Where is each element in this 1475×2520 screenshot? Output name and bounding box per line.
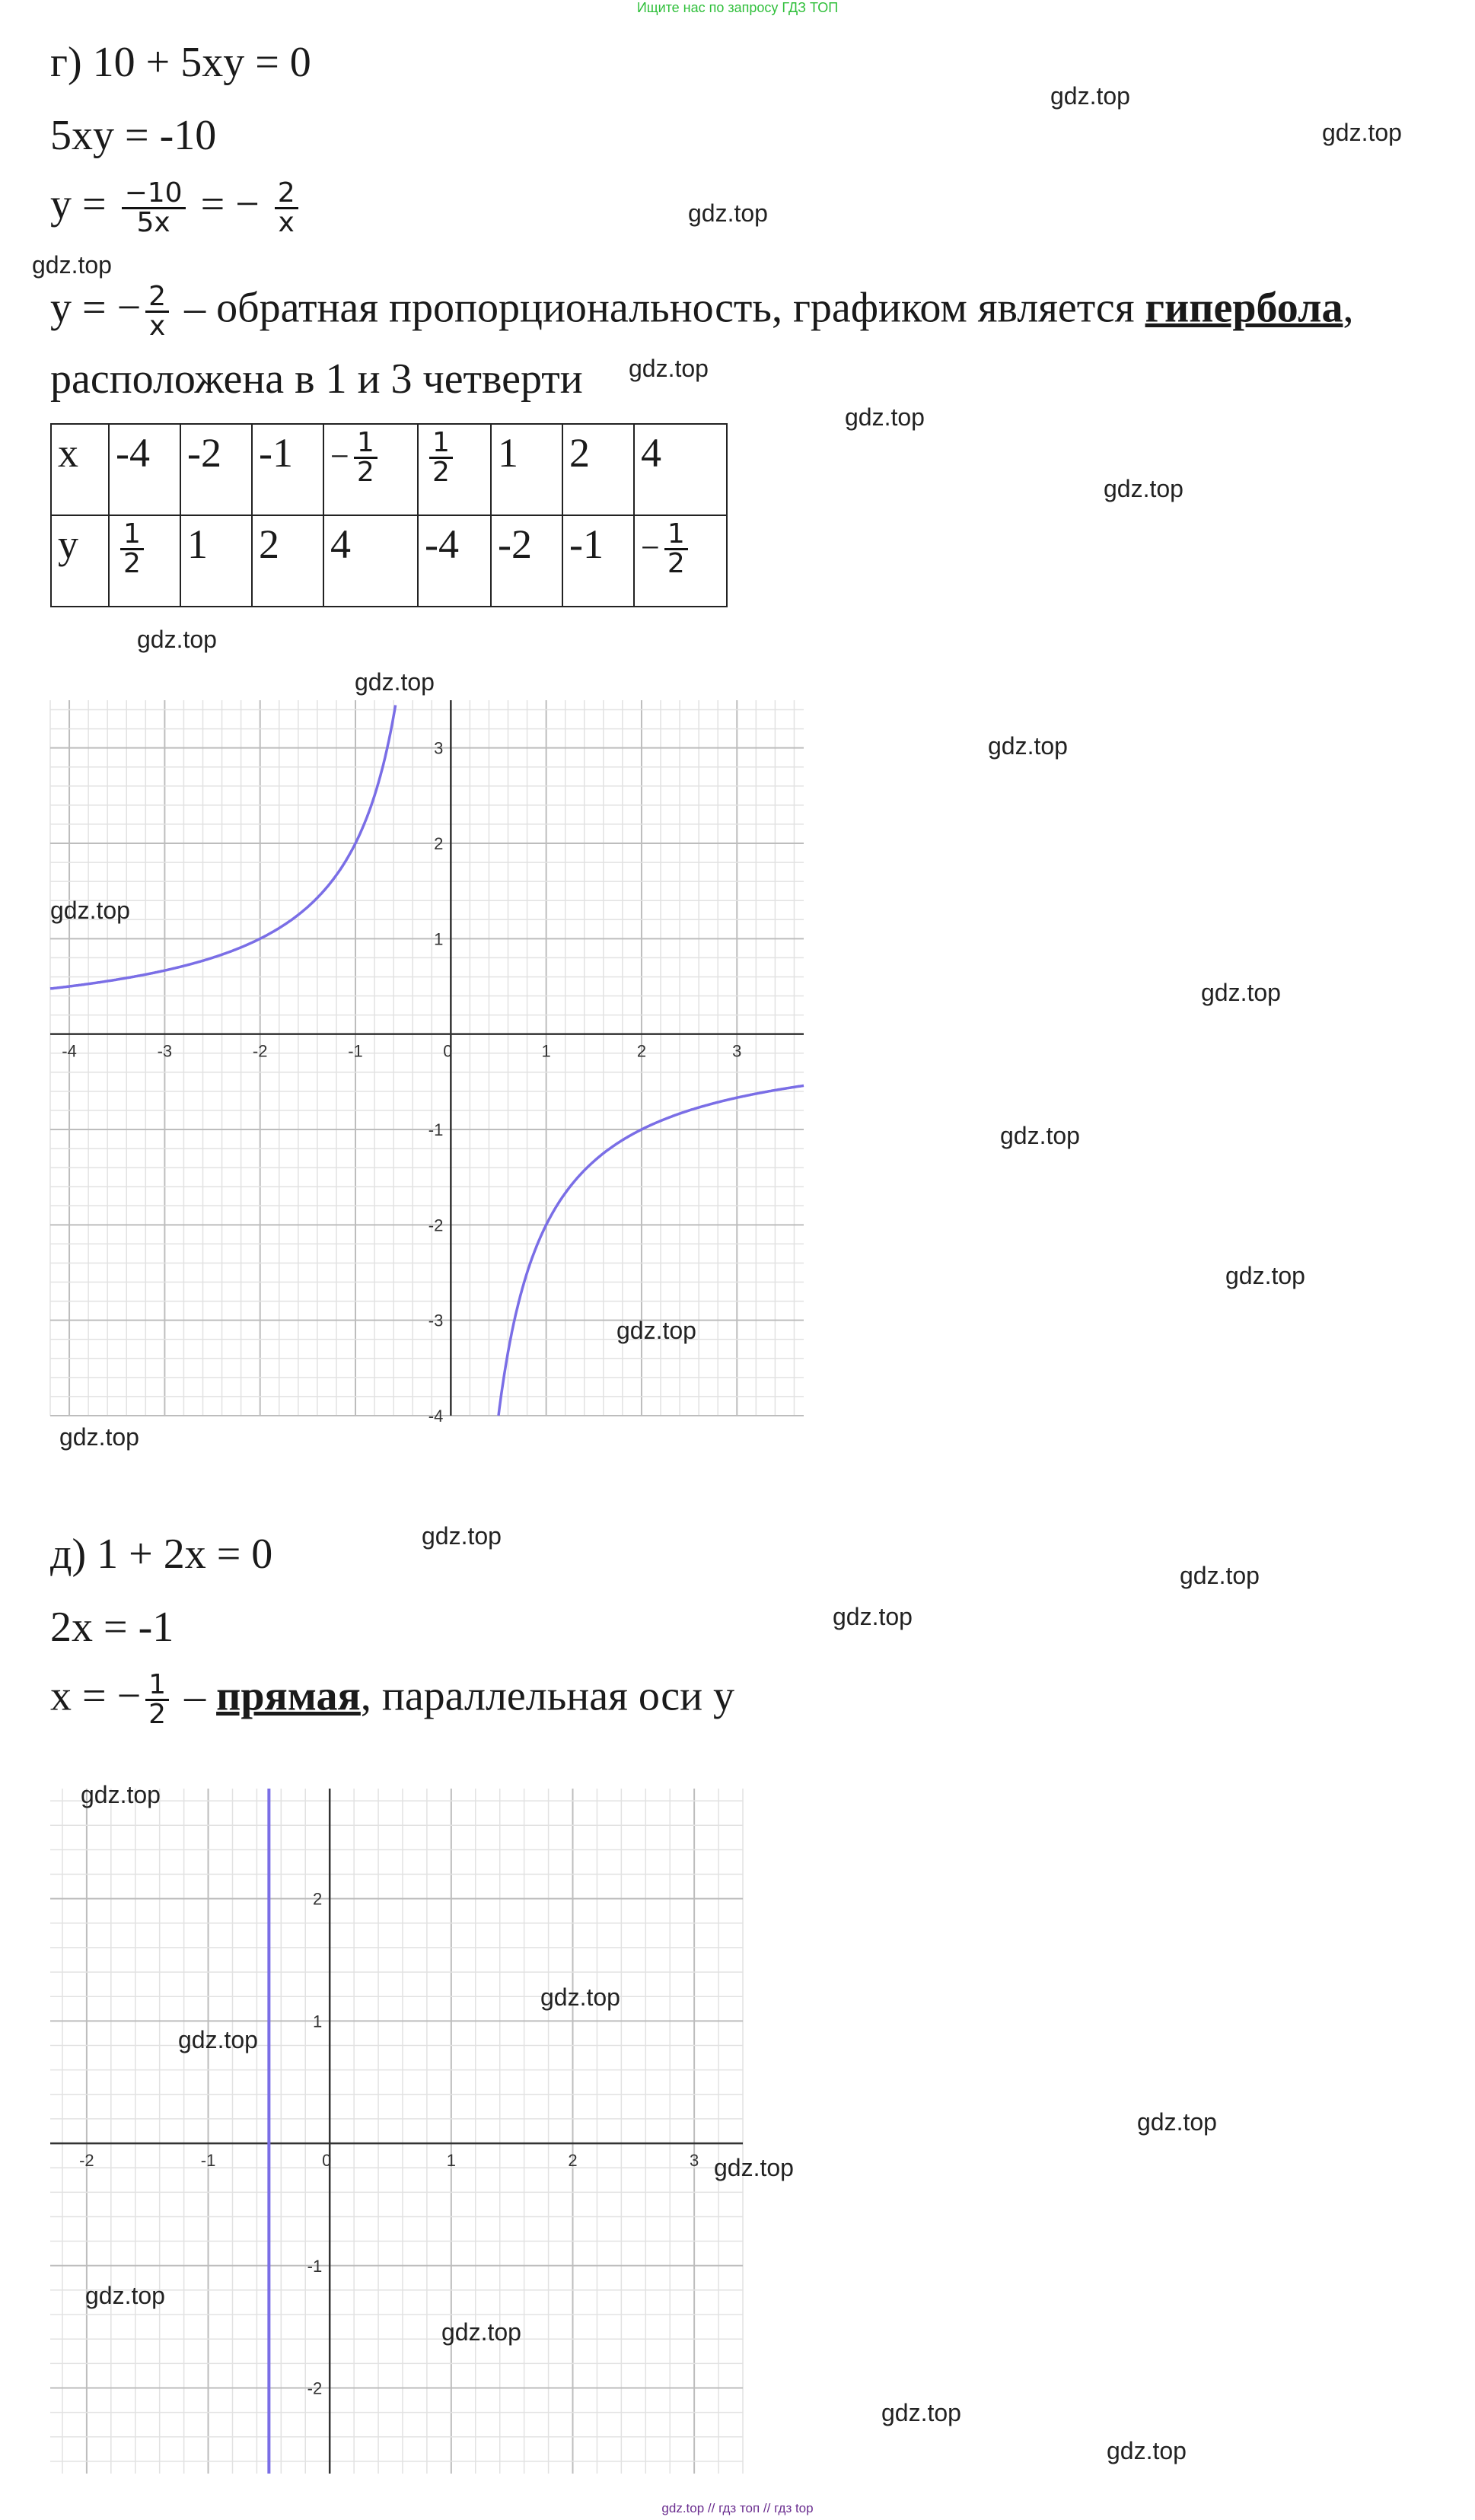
watermark-text: gdz.top — [59, 1423, 139, 1451]
watermark-text: gdz.top — [50, 897, 130, 924]
fraction-numerator: 1 — [148, 1669, 167, 1700]
y-tick-label: 2 — [312, 1889, 323, 1909]
top-banner[interactable]: Ищите нас по запросу ГДЗ ТОП — [636, 0, 839, 15]
watermark-text: gdz.top — [1201, 979, 1281, 1006]
x-tick-label: 3 — [732, 1041, 742, 1061]
y-tick-label: -1 — [307, 2256, 323, 2276]
watermark-text: gdz.top — [881, 2399, 961, 2426]
fraction-numerator: 2 — [148, 281, 167, 312]
values-table — [50, 423, 728, 607]
part-g-step2: 5xy = -10 — [50, 112, 217, 159]
table-cell: 1 — [180, 515, 252, 607]
part-g-step3-eq: = − — [200, 180, 260, 228]
keyword-hyperbola: гипербола — [1145, 284, 1343, 332]
table-cell: -4 — [109, 424, 180, 515]
part-d-lhs: x = − — [50, 1672, 142, 1720]
watermark-text: gdz.top — [85, 2282, 165, 2309]
watermark-text: gdz.top — [629, 355, 709, 382]
y-tick-label: -2 — [428, 1215, 444, 1235]
table-header-y: y — [51, 515, 109, 607]
part-g-desc-text: – обратная пропорциональность, графиком является — [184, 284, 1135, 332]
x-tick-label: -1 — [348, 1041, 363, 1061]
x-tick-label: -3 — [157, 1041, 173, 1061]
table-cell: -1 — [252, 424, 323, 515]
y-tick-label: 1 — [312, 2012, 323, 2031]
watermark-text: gdz.top — [137, 626, 217, 653]
y-tick-label: 3 — [434, 738, 444, 758]
part-g-description — [50, 283, 1353, 340]
table-cell: -4 — [418, 515, 491, 607]
fraction-1-over-2 — [145, 1671, 169, 1728]
part-g-desc-lhs: y = − — [50, 284, 142, 332]
table-cell: 4 — [323, 515, 418, 607]
y-tick-label: 1 — [434, 929, 444, 949]
y-tick-label: -1 — [428, 1120, 444, 1139]
x-tick-label: -2 — [252, 1041, 268, 1061]
part-g-equation: г) 10 + 5xy = 0 — [50, 39, 311, 86]
watermark-text: gdz.top — [81, 1781, 161, 1808]
watermark-text: gdz.top — [1107, 2437, 1187, 2464]
watermark-text: gdz.top — [988, 732, 1068, 760]
footer-links[interactable]: gdz.top // гдз топ // гдз top — [661, 2501, 814, 2515]
x-tick-label: 0 — [322, 2151, 332, 2171]
part-d-result — [50, 1671, 734, 1728]
fraction-denominator: 5x — [122, 207, 186, 237]
part-d-equation: д) 1 + 2x = 0 — [50, 1531, 273, 1578]
fraction-denominator: 2 — [145, 1699, 169, 1728]
watermark-text: gdz.top — [355, 668, 435, 696]
vertical-line-plot — [50, 1789, 743, 2474]
watermark-text: gdz.top — [688, 199, 768, 227]
fraction-denominator: x — [145, 311, 169, 340]
watermark-text: gdz.top — [833, 1603, 913, 1630]
watermark-text: gdz.top — [1050, 82, 1130, 110]
x-tick-label: -4 — [62, 1041, 77, 1061]
table-cell: 4 — [634, 424, 727, 515]
table-cell: -1 — [562, 515, 634, 607]
part-g-step3-lhs: y = — [50, 180, 107, 228]
fraction-minus10-over-5x — [122, 177, 186, 238]
table-cell: -2 — [180, 424, 252, 515]
table-cell: 2 — [562, 424, 634, 515]
part-d-dash: – — [184, 1672, 206, 1720]
table-cell: 2 — [252, 515, 323, 607]
y-tick-label: -4 — [428, 1407, 444, 1426]
table-row-y — [51, 515, 727, 607]
keyword-line: прямая — [216, 1672, 361, 1720]
watermark-text: gdz.top — [1137, 2108, 1217, 2136]
watermark-text: gdz.top — [1322, 119, 1402, 146]
x-tick-label: 0 — [443, 1041, 453, 1061]
watermark-text: gdz.top — [441, 2318, 521, 2346]
watermark-text: gdz.top — [1180, 1562, 1260, 1589]
x-tick-label: 1 — [541, 1041, 551, 1061]
table-cell: $\frac{1}{2}$ — [109, 515, 180, 607]
part-d-step2: 2x = -1 — [50, 1604, 174, 1651]
table-cell: $\frac{1}{2}$ — [418, 424, 491, 515]
table-cell: 1 — [491, 424, 562, 515]
x-tick-label: 3 — [690, 2151, 699, 2171]
watermark-text: gdz.top — [32, 251, 112, 279]
x-tick-label: -1 — [200, 2151, 216, 2171]
table-row-x — [51, 424, 727, 515]
table-cell: -2 — [491, 515, 562, 607]
part-d-tail: , параллельная оси y — [360, 1672, 735, 1720]
fraction-2-over-x — [145, 283, 169, 340]
y-tick-label: -2 — [307, 2378, 323, 2398]
hyperbola-right-branch — [499, 1085, 804, 1416]
y-tick-label: -3 — [428, 1311, 444, 1330]
fraction-numerator: 2 — [277, 177, 295, 209]
x-tick-label: 2 — [636, 1041, 647, 1061]
x-tick-label: 2 — [568, 2151, 578, 2171]
x-tick-label: 1 — [446, 2151, 456, 2171]
watermark-text: gdz.top — [178, 2026, 258, 2053]
watermark-text: gdz.top — [845, 403, 925, 431]
table-cell: − $\frac{1}{2}$ — [634, 515, 727, 607]
table-header-x: x — [51, 424, 109, 515]
table-cell: − $\frac{1}{2}$ — [323, 424, 418, 515]
hyperbola-plot — [50, 700, 804, 1426]
fraction-2-over-x — [275, 177, 298, 238]
watermark-text: gdz.top — [714, 2154, 794, 2181]
watermark-text: gdz.top — [1000, 1122, 1080, 1149]
part-g-step3 — [50, 177, 303, 238]
part-g-desc-tail: , — [1343, 284, 1354, 332]
fraction-numerator: −10 — [124, 177, 183, 209]
fraction-denominator: x — [275, 207, 298, 237]
part-g-quadrants: расположена в 1 и 3 четверти — [50, 355, 583, 403]
x-tick-label: -2 — [79, 2151, 94, 2171]
watermark-text: gdz.top — [1104, 475, 1184, 502]
watermark-text: gdz.top — [540, 1983, 620, 2011]
watermark-text: gdz.top — [422, 1522, 502, 1550]
watermark-text: gdz.top — [1225, 1262, 1305, 1289]
watermark-text: gdz.top — [616, 1317, 696, 1344]
y-tick-label: 2 — [434, 834, 444, 853]
